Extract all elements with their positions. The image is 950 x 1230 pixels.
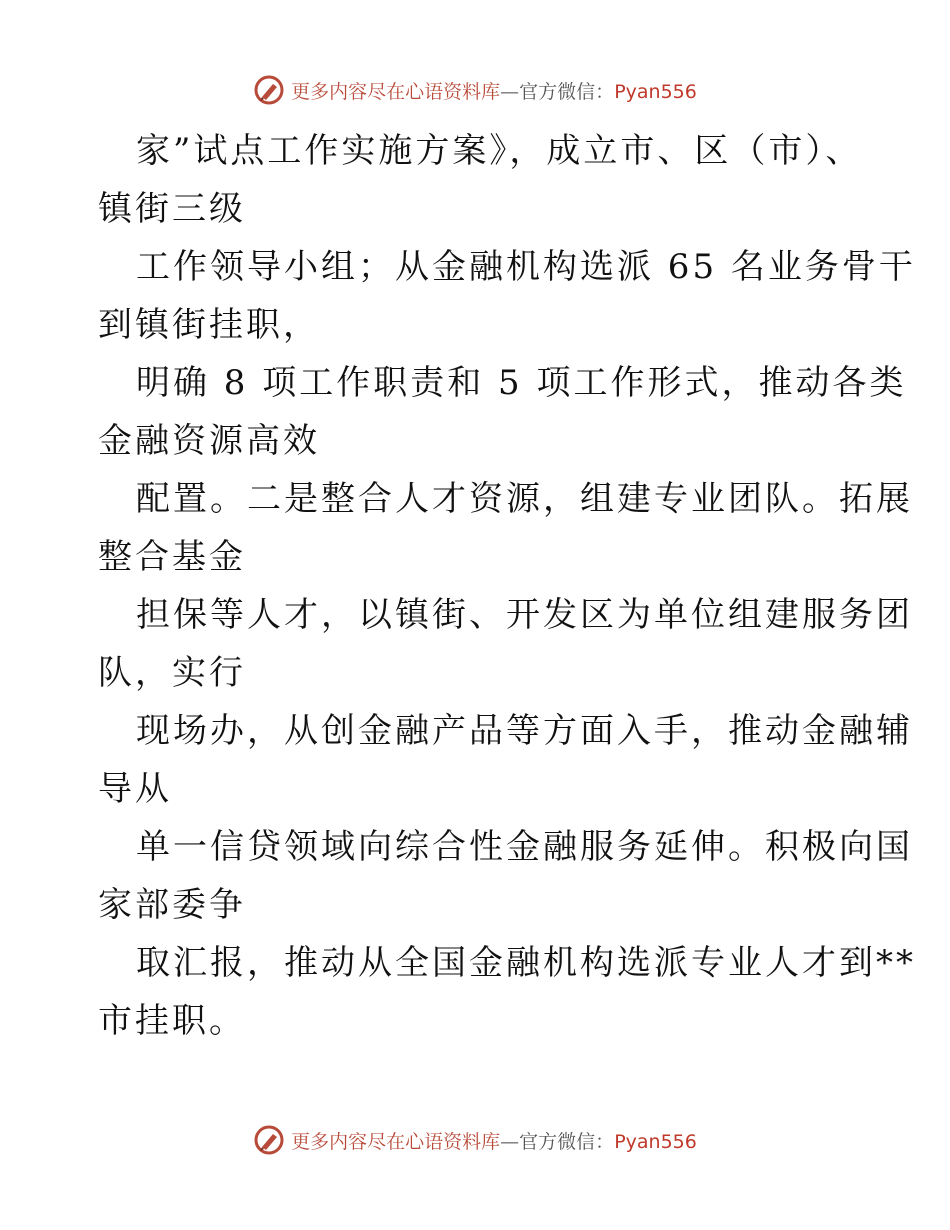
- text-line: 明确 8 项工作职责和 5 项工作形式，推动各类: [136, 363, 907, 403]
- watermark-account: Pyan556: [614, 80, 697, 103]
- text-line: 镇街三级: [98, 189, 246, 229]
- watermark-prefix: 更多内容尽在心语资料库: [291, 1130, 501, 1153]
- text-line: 配置。二是整合人才资源，组建专业团队。拓展: [136, 479, 913, 519]
- document-body: [98, 122, 916, 1050]
- text-line: 到镇街挂职，: [98, 305, 320, 345]
- pen-logo-icon: [253, 1124, 285, 1156]
- watermark-dash: —: [500, 1130, 520, 1153]
- header-watermark: [0, 70, 950, 110]
- watermark-prefix: 更多内容尽在心语资料库: [291, 80, 501, 103]
- watermark-official: 官方微信：: [519, 80, 615, 103]
- text-line: 担保等人才，以镇街、开发区为单位组建服务团: [136, 595, 913, 635]
- pen-logo-icon: [253, 74, 285, 106]
- text-line: 队，实行: [98, 653, 246, 693]
- text-line: 工作领导小组；从金融机构选派 65 名业务骨干: [136, 247, 916, 287]
- watermark-official: 官方微信：: [519, 1130, 615, 1153]
- text-line: 金融资源高效: [98, 421, 320, 461]
- footer-watermark: [0, 1120, 950, 1160]
- text-line: 家”试点工作实施方案》，成立市、区（市）、: [136, 131, 863, 171]
- text-line: 家部委争: [98, 885, 246, 925]
- watermark-dash: —: [500, 80, 520, 103]
- watermark-account: Pyan556: [614, 1130, 697, 1153]
- watermark-text: [291, 77, 697, 104]
- text-line: 取汇报，推动从全国金融机构选派专业人才到**: [136, 943, 916, 983]
- text-line: 整合基金: [98, 537, 246, 577]
- text-line: 现场办，从创金融产品等方面入手，推动金融辅: [136, 711, 913, 751]
- text-line: 市挂职。: [98, 1001, 246, 1041]
- watermark-text: [291, 1127, 697, 1154]
- text-line: 导从: [98, 769, 172, 809]
- text-line: 单一信贷领域向综合性金融服务延伸。积极向国: [136, 827, 913, 867]
